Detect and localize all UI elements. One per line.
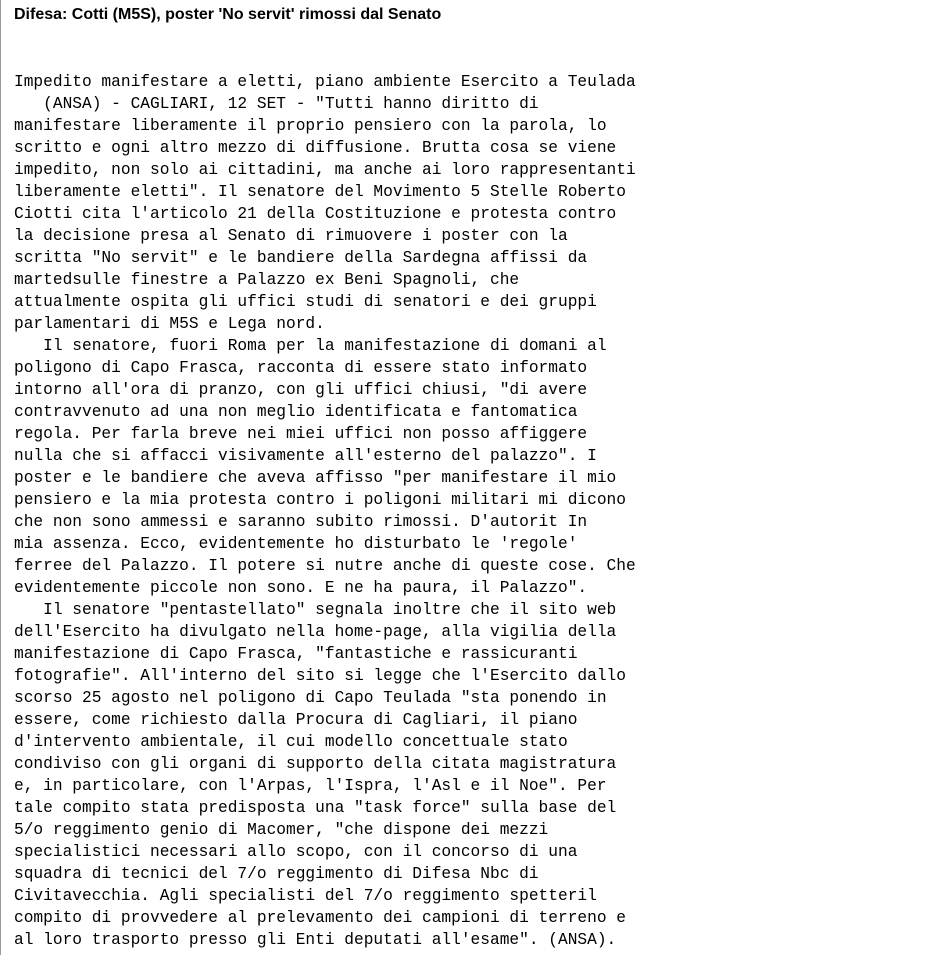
- article-line: scritto e ogni altro mezzo di diffusione. Brutta cosa se viene: [14, 139, 617, 157]
- article-line: d'intervento ambientale, il cui modello concettuale stato: [14, 733, 568, 751]
- article-line: essere, come richiesto dalla Procura di Cagliari, il piano: [14, 711, 578, 729]
- article-line: martedsulle finestre a Palazzo ex Beni Spagnoli, che: [14, 271, 520, 289]
- article-line: impedito, non solo ai cittadini, ma anche ai loro rappresentanti: [14, 161, 636, 179]
- article-line: pensiero e la mia protesta contro i poligoni militari mi dicono: [14, 491, 626, 509]
- article-line: ferree del Palazzo. Il potere si nutre anche di queste cose. Che: [14, 557, 636, 575]
- article-line: specialistici necessari allo scopo, con il concorso di una: [14, 843, 578, 861]
- page-title: Difesa: Cotti (M5S), poster 'No servit' rimossi dal Senato: [14, 6, 442, 23]
- article-line: intorno all'ora di pranzo, con gli uffici chiusi, "di avere: [14, 381, 588, 399]
- article-body: [14, 71, 636, 951]
- article-line: regola. Per farla breve nei miei uffici non posso affiggere: [14, 425, 588, 443]
- article-line: Il senatore, fuori Roma per la manifestazione di domani al: [14, 337, 607, 355]
- article-line: parlamentari di M5S e Lega nord.: [14, 315, 325, 333]
- article-line: condiviso con gli organi di supporto della citata magistratura: [14, 755, 617, 773]
- article-line: contravvenuto ad una non meglio identificata e fantomatica: [14, 403, 578, 421]
- article-line: tale compito stata predisposta una "task force" sulla base del: [14, 799, 617, 817]
- article-line: scritta "No servit" e le bandiere della Sardegna affissi da: [14, 249, 588, 267]
- article-line: attualmente ospita gli uffici studi di senatori e dei gruppi: [14, 293, 597, 311]
- article-line: (ANSA) - CAGLIARI, 12 SET - "Tutti hanno diritto di: [14, 95, 539, 113]
- article-line: al loro trasporto presso gli Enti deputati all'esame". (ANSA).: [14, 931, 617, 949]
- article-line: che non sono ammessi e saranno subito rimossi. D'autorit In: [14, 513, 588, 531]
- article-line: e, in particolare, con l'Arpas, l'Ispra, l'Asl e il Noe". Per: [14, 777, 607, 795]
- article-line: mia assenza. Ecco, evidentemente ho disturbato le 'regole': [14, 535, 578, 553]
- article-line: scorso 25 agosto nel poligono di Capo Teulada "sta ponendo in: [14, 689, 607, 707]
- article-line: Ciotti cita l'articolo 21 della Costituzione e protesta contro: [14, 205, 617, 223]
- article-line: poster e le bandiere che aveva affisso "per manifestare il mio: [14, 469, 617, 487]
- article-line: fotografie". All'interno del sito si legge che l'Esercito dallo: [14, 667, 626, 685]
- article-line: evidentemente piccole non sono. E ne ha paura, il Palazzo".: [14, 579, 588, 597]
- article-line: squadra di tecnici del 7/o reggimento di Difesa Nbc di: [14, 865, 539, 883]
- article-line: poligono di Capo Frasca, racconta di essere stato informato: [14, 359, 588, 377]
- article-line: Civitavecchia. Agli specialisti del 7/o reggimento spetteril: [14, 887, 597, 905]
- article-line: la decisione presa al Senato di rimuovere i poster con la: [14, 227, 568, 245]
- article-line: dell'Esercito ha divulgato nella home-page, alla vigilia della: [14, 623, 617, 641]
- article-line: nulla che si affacci visivamente all'esterno del palazzo". I: [14, 447, 597, 465]
- article-line: compito di provvedere al prelevamento dei campioni di terreno e: [14, 909, 626, 927]
- article-line: manifestazione di Capo Frasca, "fantastiche e rassicuranti: [14, 645, 578, 663]
- article-line: Impedito manifestare a eletti, piano ambiente Esercito a Teulada: [14, 73, 636, 91]
- article-line: liberamente eletti". Il senatore del Movimento 5 Stelle Roberto: [14, 183, 626, 201]
- article-line: Il senatore "pentastellato" segnala inoltre che il sito web: [14, 601, 617, 619]
- article-line: manifestare liberamente il proprio pensiero con la parola, lo: [14, 117, 607, 135]
- article-line: 5/o reggimento genio di Macomer, "che dispone dei mezzi: [14, 821, 549, 839]
